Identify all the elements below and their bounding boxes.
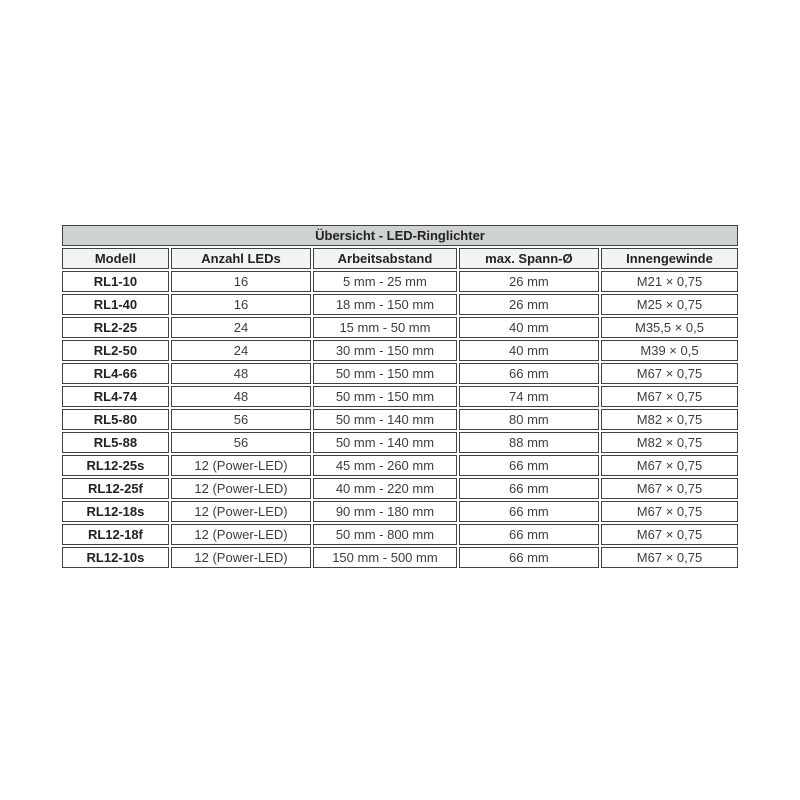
model-cell: RL2-25 [62, 317, 169, 338]
table-row [62, 340, 738, 361]
value-cell: 66 mm [459, 501, 599, 522]
table-title-row [62, 225, 738, 246]
value-cell: 30 mm - 150 mm [313, 340, 457, 361]
value-cell: 16 [171, 294, 311, 315]
value-cell: 26 mm [459, 294, 599, 315]
value-cell: 12 (Power-LED) [171, 524, 311, 545]
table-row [62, 432, 738, 453]
value-cell: 50 mm - 140 mm [313, 432, 457, 453]
table-row [62, 363, 738, 384]
value-cell: M67 × 0,75 [601, 547, 738, 568]
value-cell: 56 [171, 409, 311, 430]
column-header-1: Anzahl LEDs [171, 248, 311, 269]
column-header-4: Innengewinde [601, 248, 738, 269]
table-row [62, 317, 738, 338]
value-cell: 40 mm [459, 317, 599, 338]
value-cell: 88 mm [459, 432, 599, 453]
value-cell: 15 mm - 50 mm [313, 317, 457, 338]
value-cell: M67 × 0,75 [601, 455, 738, 476]
table-header-row [62, 248, 738, 269]
model-cell: RL12-25s [62, 455, 169, 476]
value-cell: M67 × 0,75 [601, 363, 738, 384]
value-cell: M25 × 0,75 [601, 294, 738, 315]
value-cell: M67 × 0,75 [601, 386, 738, 407]
led-ringlight-overview [60, 223, 740, 570]
value-cell: M67 × 0,75 [601, 524, 738, 545]
value-cell: M35,5 × 0,5 [601, 317, 738, 338]
value-cell: 12 (Power-LED) [171, 455, 311, 476]
table-row [62, 524, 738, 545]
value-cell: 12 (Power-LED) [171, 501, 311, 522]
table-row [62, 547, 738, 568]
value-cell: 50 mm - 800 mm [313, 524, 457, 545]
model-cell: RL12-25f [62, 478, 169, 499]
table-row [62, 501, 738, 522]
table-row [62, 478, 738, 499]
value-cell: 66 mm [459, 524, 599, 545]
spec-table [60, 223, 740, 570]
value-cell: 50 mm - 150 mm [313, 363, 457, 384]
value-cell: 40 mm [459, 340, 599, 361]
value-cell: 18 mm - 150 mm [313, 294, 457, 315]
value-cell: 66 mm [459, 478, 599, 499]
table-title: Übersicht - LED-Ringlichter [62, 225, 738, 246]
column-header-3: max. Spann-Ø [459, 248, 599, 269]
model-cell: RL1-40 [62, 294, 169, 315]
model-cell: RL12-18s [62, 501, 169, 522]
model-cell: RL12-10s [62, 547, 169, 568]
value-cell: 56 [171, 432, 311, 453]
value-cell: M67 × 0,75 [601, 501, 738, 522]
value-cell: 12 (Power-LED) [171, 478, 311, 499]
value-cell: 66 mm [459, 547, 599, 568]
value-cell: 48 [171, 386, 311, 407]
value-cell: 50 mm - 150 mm [313, 386, 457, 407]
value-cell: 12 (Power-LED) [171, 547, 311, 568]
value-cell: 16 [171, 271, 311, 292]
column-header-2: Arbeitsabstand [313, 248, 457, 269]
value-cell: 50 mm - 140 mm [313, 409, 457, 430]
value-cell: 66 mm [459, 455, 599, 476]
model-cell: RL4-74 [62, 386, 169, 407]
value-cell: M21 × 0,75 [601, 271, 738, 292]
value-cell: 90 mm - 180 mm [313, 501, 457, 522]
value-cell: M39 × 0,5 [601, 340, 738, 361]
value-cell: M82 × 0,75 [601, 409, 738, 430]
value-cell: 80 mm [459, 409, 599, 430]
table-row [62, 455, 738, 476]
value-cell: 48 [171, 363, 311, 384]
column-header-0: Modell [62, 248, 169, 269]
model-cell: RL12-18f [62, 524, 169, 545]
table-body [62, 271, 738, 568]
value-cell: 24 [171, 340, 311, 361]
model-cell: RL5-80 [62, 409, 169, 430]
table-row [62, 294, 738, 315]
model-cell: RL5-88 [62, 432, 169, 453]
model-cell: RL2-50 [62, 340, 169, 361]
value-cell: 24 [171, 317, 311, 338]
value-cell: 45 mm - 260 mm [313, 455, 457, 476]
model-cell: RL4-66 [62, 363, 169, 384]
value-cell: M82 × 0,75 [601, 432, 738, 453]
value-cell: 66 mm [459, 363, 599, 384]
value-cell: 40 mm - 220 mm [313, 478, 457, 499]
value-cell: 5 mm - 25 mm [313, 271, 457, 292]
model-cell: RL1-10 [62, 271, 169, 292]
table-row [62, 386, 738, 407]
value-cell: 150 mm - 500 mm [313, 547, 457, 568]
value-cell: M67 × 0,75 [601, 478, 738, 499]
table-row [62, 271, 738, 292]
value-cell: 26 mm [459, 271, 599, 292]
table-row [62, 409, 738, 430]
value-cell: 74 mm [459, 386, 599, 407]
